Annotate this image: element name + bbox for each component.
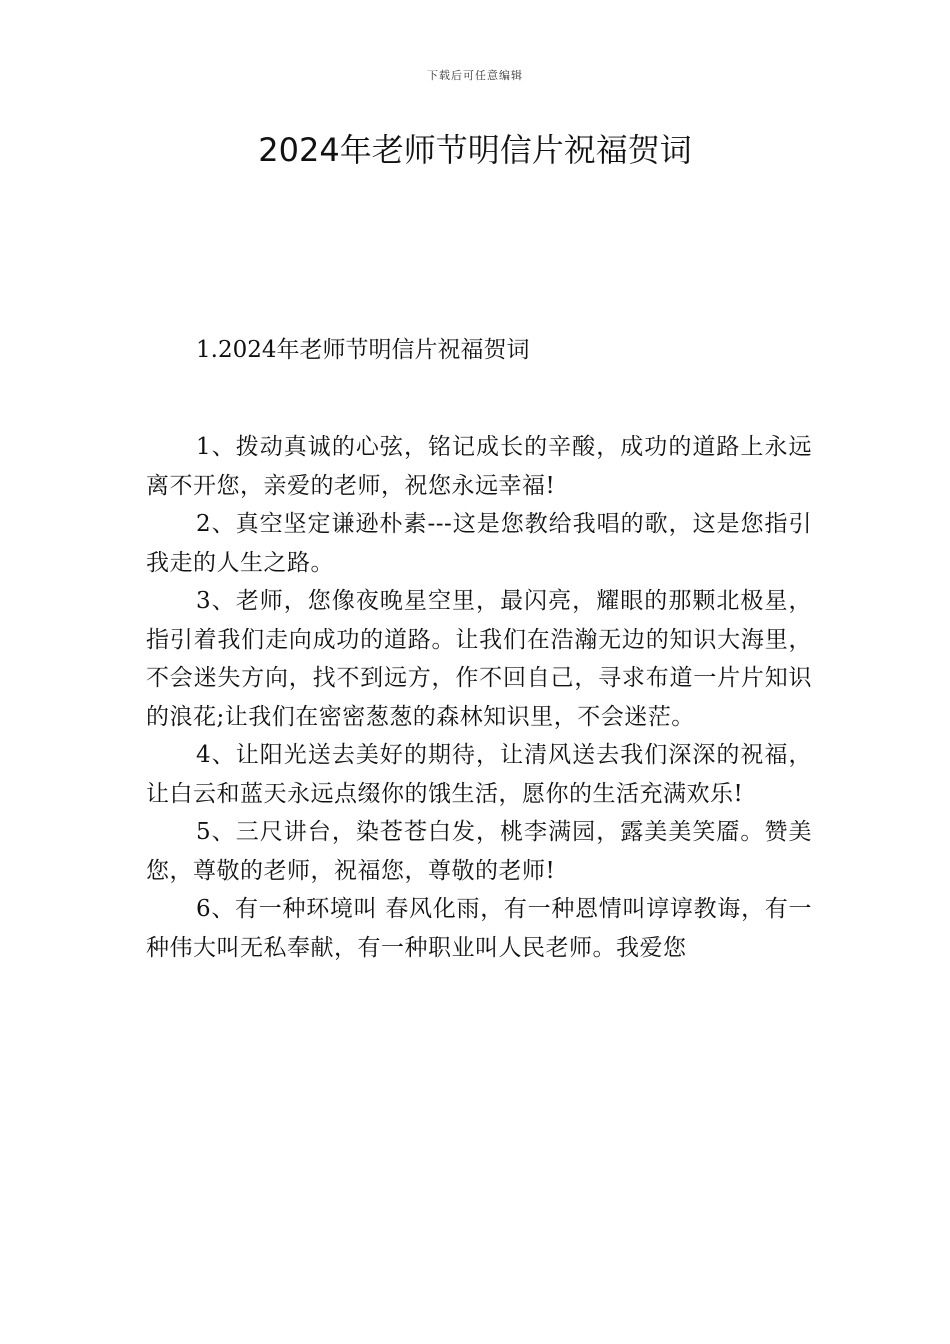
paragraph: 6、有一种环境叫 春风化雨，有一种恩情叫谆谆教诲，有一种伟大叫无私奉献，有一种职业叫人民老师。我爱您 — [146, 896, 812, 961]
document-title: 2024年老师节明信片祝福贺词 — [258, 131, 692, 169]
paragraph: 2、真空坚定谦逊朴素---这是您教给我唱的歌，这是您指引我走的人生之路。 — [146, 511, 812, 576]
paragraph: 3、老师，您像夜晚星空里，最闪亮，耀眼的那颗北极星，指引着我们走向成功的道路。让我们在浩瀚无边的知识大海里，不会迷失方向，找不到远方，作不回自己，寻求布道一片片知识的浪花;让我们在密密葱葱的森林知识里，不会迷茫。 — [146, 588, 812, 730]
paragraph: 4、让阳光送去美好的期待，让清风送去我们深深的祝福，让白云和蓝天永远点缀你的饿生活，愿你的生活充满欢乐! — [146, 742, 812, 807]
section-heading: 1.2024年老师节明信片祝福贺词 — [196, 337, 530, 363]
paragraph: 5、三尺讲台，染苍苍白发，桃李满园，露美美笑靥。赞美您，尊敬的老师，祝福您，尊敬的老师! — [146, 819, 812, 884]
header-note: 下载后可任意编辑 — [427, 69, 523, 82]
document-body — [146, 428, 812, 967]
paragraph: 1、拨动真诚的心弦，铭记成长的辛酸，成功的道路上永远离不开您，亲爱的老师，祝您永远幸福! — [146, 434, 812, 499]
